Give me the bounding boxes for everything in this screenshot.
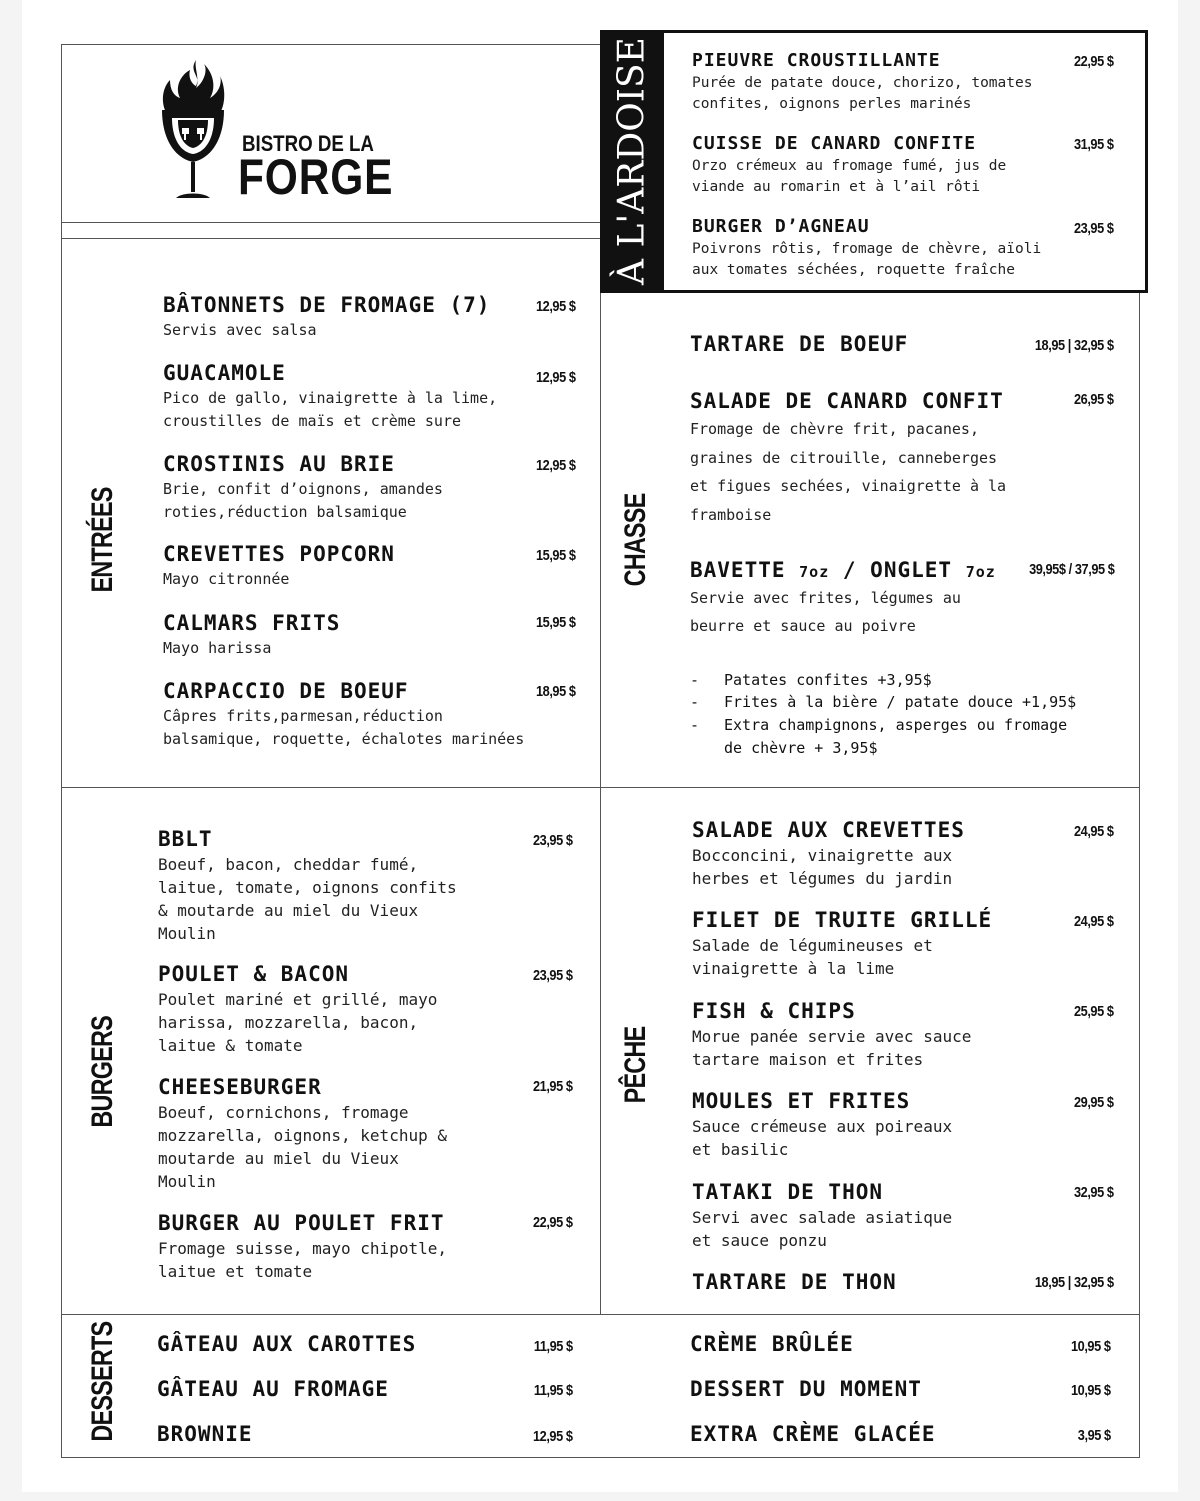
section-title-desserts: DESSERTS — [86, 1321, 119, 1442]
item-description: Mayo citronnée — [163, 570, 290, 588]
menu-item — [157, 1377, 389, 1401]
item-description: Pico de gallo, vinaigrette à la lime, croustilles de maïs et crème sure — [163, 389, 498, 430]
desserts-divider — [61, 1314, 1140, 1315]
item-name: GÂTEAU AUX CAROTTES — [157, 1332, 417, 1356]
item-description: Purée de patate douce, chorizo, tomates confites, oignons perles marinés — [692, 75, 1033, 112]
item-description: Mayo harissa — [163, 639, 272, 657]
item-price: 31,95 $ — [1074, 136, 1114, 153]
item-price: 11,95 $ — [534, 1382, 573, 1399]
item-description: Poivrons rôtis, fromage de chèvre, aïoli aux tomates séchées, roquette fraîche — [692, 241, 1042, 278]
option-text: Frites à la bière / patate douce +1,95$ — [724, 693, 1077, 711]
item-name: BBLT — [158, 827, 213, 851]
option-dash: - — [690, 671, 700, 689]
item-name: CHEESEBURGER — [158, 1075, 322, 1099]
item-name: PIEUVRE CROUSTILLANTE — [692, 50, 941, 71]
item-description: Fromage de chèvre frit, pacanes, graines de citrouille, canneberges et figues sechées, vinaigrette à la framboise — [690, 420, 1007, 524]
item-name-part: / ONGLET — [829, 558, 966, 582]
item-name: SALADE DE CANARD CONFIT — [690, 389, 1004, 413]
brand-line2: FORGE — [238, 149, 394, 205]
item-price: 18,95 | 32,95 $ — [1035, 1274, 1114, 1291]
item-description: Salade de légumineuses et vinaigrette à la lime — [692, 936, 933, 978]
item-name: CREVETTES POPCORN — [163, 542, 395, 566]
logo-divider-1 — [61, 222, 601, 223]
item-price: 22,95 $ — [1074, 53, 1114, 70]
item-name: TARTARE DE THON — [692, 1270, 897, 1294]
item-price: 32,95 $ — [1074, 1184, 1114, 1201]
item-description: Boeuf, cornichons, fromage mozzarella, oignons, ketchup & moutarde au miel du Vieux Moulin — [158, 1103, 447, 1191]
item-name: TARTARE DE BOEUF — [690, 332, 909, 356]
item-description: Brie, confit d’oignons, amandes roties,réduction balsamique — [163, 480, 443, 521]
item-name: FILET DE TRUITE GRILLÉ — [692, 908, 993, 932]
item-price: 10,95 $ — [1071, 1338, 1111, 1355]
item-description: Boeuf, bacon, cheddar fumé, laitue, tomate, oignons confits & moutarde au miel du Vieux Moulin — [158, 855, 457, 943]
menu-item — [157, 1332, 416, 1356]
item-price: 22,95 $ — [533, 1214, 573, 1231]
item-description: Sauce crémeuse aux poireaux et basilic — [692, 1117, 953, 1159]
frame-bottom-line — [61, 1457, 1140, 1458]
menu-item — [692, 50, 1032, 115]
center-divider — [600, 293, 601, 1314]
item-price: 39,95$ / 37,95 $ — [1028, 561, 1114, 578]
item-unit: 7oz — [965, 563, 996, 581]
flame-glass-icon — [158, 58, 228, 203]
item-price: 25,95 $ — [1074, 1003, 1114, 1020]
item-price: 23,95 $ — [533, 832, 573, 849]
menu-item — [692, 216, 1041, 281]
menu-item — [163, 452, 443, 524]
item-price: 3,95 $ — [1078, 1427, 1111, 1444]
menu-item — [692, 1089, 952, 1161]
section-title-entrees: ENTRÉES — [86, 487, 119, 593]
menu-item — [158, 1075, 447, 1193]
item-name: DESSERT DU MOMENT — [690, 1377, 922, 1401]
frame-left-line — [61, 44, 62, 1458]
middle-divider — [61, 787, 1140, 788]
menu-item — [163, 361, 497, 433]
item-name — [690, 558, 996, 582]
menu-item — [690, 389, 1006, 529]
section-title-burgers: BURGERS — [86, 1016, 119, 1128]
menu-item — [157, 1422, 253, 1446]
option-text: Extra champignons, asperges ou fromage de chèvre + 3,95$ — [724, 716, 1068, 757]
item-name: POULET & BACON — [158, 962, 350, 986]
menu-item — [163, 542, 395, 591]
item-price: 11,95 $ — [534, 1338, 573, 1355]
frame-right-line — [1139, 293, 1140, 1458]
item-name: CALMARS FRITS — [163, 611, 341, 635]
menu-item — [163, 611, 340, 660]
option-dash: - — [690, 716, 700, 734]
item-description: Servis avec salsa — [163, 321, 317, 339]
item-name: TATAKI DE THON — [692, 1180, 884, 1204]
section-title-ardoise: À L'ARDOISE — [611, 37, 653, 285]
forge-logo — [158, 58, 228, 203]
menu-item — [690, 558, 996, 640]
item-name: SALADE AUX CREVETTES — [692, 818, 965, 842]
item-price: 10,95 $ — [1071, 1382, 1111, 1399]
frame-top-line — [61, 44, 601, 45]
item-price: 26,95 $ — [1074, 391, 1114, 408]
option-dash: - — [690, 693, 700, 711]
logo-divider-2 — [61, 238, 601, 239]
item-price: 18,95 | 32,95 $ — [1035, 337, 1114, 354]
item-price: 24,95 $ — [1074, 823, 1114, 840]
item-name: CRÈME BRÛLÉE — [690, 1332, 854, 1356]
item-name: BURGER AU POULET FRIT — [158, 1211, 445, 1235]
item-name: MOULES ET FRITES — [692, 1089, 911, 1113]
menu-item — [692, 908, 992, 980]
item-name: CROSTINIS AU BRIE — [163, 452, 395, 476]
menu-item — [163, 679, 524, 751]
item-unit: 7oz — [799, 563, 830, 581]
item-description: Servi avec salade asiatique et sauce ponzu — [692, 1208, 953, 1250]
menu-item — [690, 1377, 922, 1401]
item-name-part: BAVETTE — [690, 558, 800, 582]
item-name: CARPACCIO DE BOEUF — [163, 679, 409, 703]
item-name: EXTRA CRÈME GLACÉE — [690, 1422, 936, 1446]
item-price: 12,95 $ — [533, 1428, 573, 1445]
menu-item — [158, 962, 437, 1057]
item-price: 15,95 $ — [536, 614, 576, 631]
item-price: 23,95 $ — [1074, 220, 1114, 237]
option-line — [690, 714, 1120, 764]
item-price: 21,95 $ — [533, 1078, 573, 1095]
menu-item — [692, 1180, 952, 1252]
menu-item — [163, 293, 490, 342]
option-text: Patates confites +3,95$ — [724, 671, 932, 689]
item-price: 29,95 $ — [1074, 1094, 1114, 1111]
item-price: 23,95 $ — [533, 967, 573, 984]
menu-item — [690, 332, 908, 356]
menu-item — [158, 1211, 447, 1283]
menu-item — [692, 818, 965, 890]
section-title-chasse: CHASSE — [619, 493, 652, 587]
item-description: Morue panée servie avec sauce tartare maison et frites — [692, 1027, 972, 1069]
menu-item — [692, 1270, 897, 1294]
item-name: FISH & CHIPS — [692, 999, 856, 1023]
item-description: Fromage suisse, mayo chipotle, laitue et tomate — [158, 1239, 447, 1281]
item-price: 12,95 $ — [536, 457, 576, 474]
item-name: BURGER D’AGNEAU — [692, 216, 870, 237]
item-description: Servie avec frites, légumes au beurre et sauce au poivre — [690, 589, 961, 635]
item-price: 18,95 $ — [536, 683, 576, 700]
brand-line1: BISTRO DE LA — [242, 131, 374, 156]
item-name: GUACAMOLE — [163, 361, 286, 385]
item-name: BROWNIE — [157, 1422, 253, 1446]
item-description: Poulet mariné et grillé, mayo harissa, mozzarella, bacon, laitue & tomate — [158, 990, 438, 1055]
section-title-peche: PÊCHE — [619, 1026, 652, 1104]
item-description: Bocconcini, vinaigrette aux herbes et légumes du jardin — [692, 846, 953, 888]
item-name: BÂTONNETS DE FROMAGE (7) — [163, 293, 491, 317]
option-line — [690, 691, 1120, 716]
item-price: 12,95 $ — [536, 298, 576, 315]
menu-item — [692, 133, 1006, 198]
menu-item — [690, 1422, 936, 1446]
menu-item — [158, 827, 457, 945]
menu-item — [692, 999, 971, 1071]
menu-item — [690, 1332, 854, 1356]
item-price: 12,95 $ — [536, 369, 576, 386]
item-name: GÂTEAU AU FROMAGE — [157, 1377, 389, 1401]
item-price: 24,95 $ — [1074, 913, 1114, 930]
item-description: Câpres frits,parmesan,réduction balsamique, roquette, échalotes marinées — [163, 707, 525, 748]
item-price: 15,95 $ — [536, 547, 576, 564]
item-description: Orzo crémeux au fromage fumé, jus de viande au romarin et à l’ail rôti — [692, 158, 1007, 195]
item-name: CUISSE DE CANARD CONFITE — [692, 133, 977, 154]
